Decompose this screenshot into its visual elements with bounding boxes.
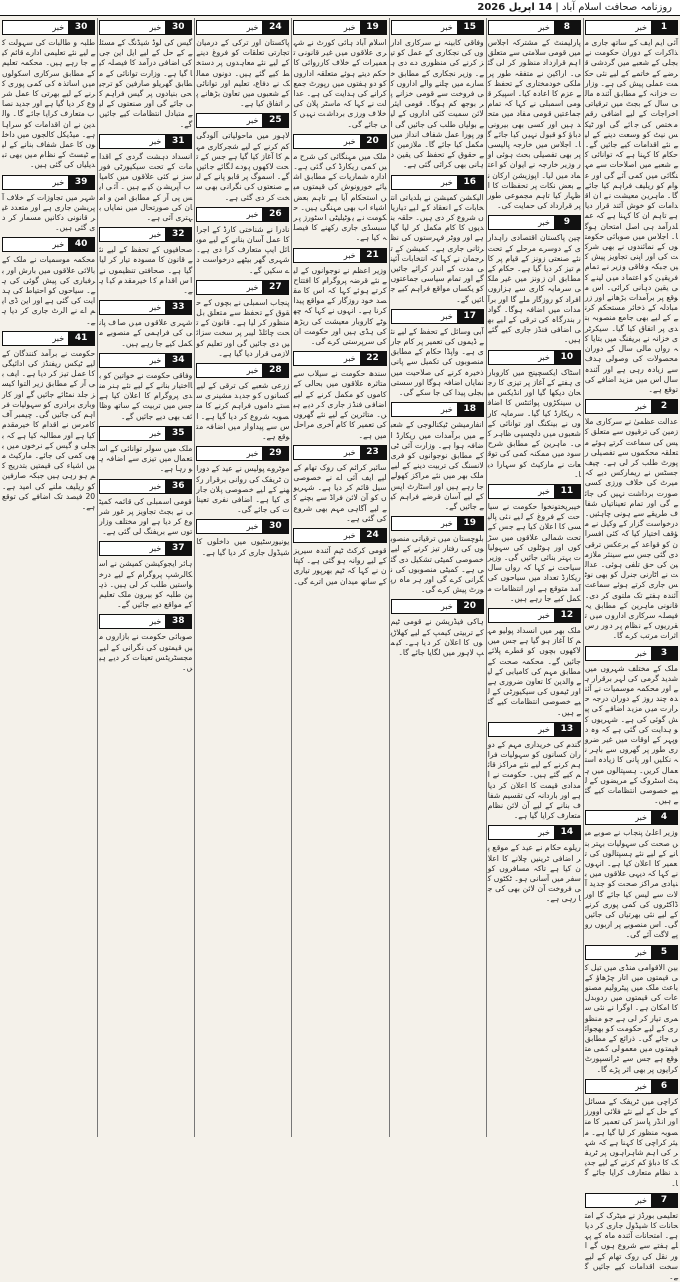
publication-date: 14 اپریل 2026 xyxy=(477,2,553,13)
news-item-body: یونیورسٹیوں میں داخلوں کا شیڈول جاری کر دیا گیا ہے۔ xyxy=(196,537,290,557)
news-item-header xyxy=(196,113,289,128)
news-item-header xyxy=(2,175,95,190)
news-item-label: خبر xyxy=(440,23,453,32)
news-item-body: انسداد دہشت گردی کے اقدامات کے تحت سیکیورٹی فورسز نے کئی علاقوں میں کامیاب آپریشن کیے ہیں۔ آئی ایس پی آر کے مطابق امن و امان کی صورتحال میں نمایاں بہتری آئی ہے۔ xyxy=(99,151,193,223)
news-item-number: 27 xyxy=(262,281,288,294)
news-item-label: خبر xyxy=(635,1081,647,1091)
news-item-header xyxy=(488,350,581,365)
news-item-header xyxy=(196,20,289,35)
news-item-number: 11 xyxy=(554,485,580,498)
news-item xyxy=(585,1079,678,1189)
news-item xyxy=(99,227,192,296)
news-item-label: خبر xyxy=(343,23,356,32)
news-item-body: ہائر ایجوکیشن کمیشن نے اسکالرشپ پروگرام کے لیے درخواستیں طلب کر لی ہیں۔ ذہین طلبہ کو بیرون ملک تعلیم کے مواقع دیے جائیں گے۔ xyxy=(99,559,193,610)
publication-name: روزنامہ صحافت اسلام آباد xyxy=(561,2,672,13)
news-item xyxy=(488,484,581,604)
news-item-label: خبر xyxy=(538,828,550,838)
news-item-number: 5 xyxy=(651,946,677,959)
news-item xyxy=(293,528,386,587)
news-item-label: خبر xyxy=(343,136,356,146)
news-item-label: خبر xyxy=(440,311,453,321)
news-item-number: 36 xyxy=(165,480,191,493)
news-item-number: 21 xyxy=(360,249,386,262)
news-item xyxy=(196,519,289,557)
news-item-label: خبر xyxy=(635,813,647,823)
news-column xyxy=(291,18,388,1137)
news-item-number: 6 xyxy=(651,1080,677,1093)
news-item-number: 33 xyxy=(165,301,191,314)
news-item-body: آبی وسائل کے تحفظ کے لیے نئے ڈیموں کی تعمیر پر کام جاری ہے۔ واپڈا حکام کے مطابق منصوبوں کی تکمیل سے پانی ذخیرہ کرنے کی صلاحیت میں نمایاں اضافہ ہوگا اور سستی بجلی پیدا کی جا سکے گی۔ xyxy=(390,326,484,398)
news-item xyxy=(196,113,289,202)
news-item-header xyxy=(585,399,678,414)
news-item-body: شہری علاقوں میں صاف پانی کی فراہمی کے منصوبے مکمل کیے جا رہے ہیں۔ xyxy=(99,318,193,348)
news-item-body: ملک بھر میں انسداد پولیو مہم کا آغاز ہو گیا ہے جس میں لاکھوں بچوں کو قطرے پلائے جائیں گے۔ محکمہ صحت کے مطابق مہم کی کامیابی کے لیے والدین کا تعاون ضروری ہے اور ٹیموں کی سیکیورٹی کے لیے خصوصی انتظامات کیے گئے ہیں۔ xyxy=(487,625,581,717)
news-item-body: وفاقی کابینہ نے سرکاری اداروں کی نجکاری کے عمل کو تیز کرنے کی منظوری دے دی ہے۔ وزیر نجکاری کے مطابق خسارے میں چلنے والے اداروں کی فروخت سے قومی خزانے پر بوجھ کم ہوگا۔ قومی ایئر لائن سمیت کئی اداروں کے لیے بولیاں طلب کی جائیں گی اور پورا عمل شفاف انداز میں مکمل کیا جائے گا۔ ملازمین کے حقوق کے تحفظ کی یقین دہانی بھی کرائی گئی ہے۔ xyxy=(390,38,484,170)
news-item-number: 25 xyxy=(262,114,288,127)
news-item-label: خبر xyxy=(635,648,647,658)
news-item-header xyxy=(488,608,581,623)
news-item-label: خبر xyxy=(246,366,259,376)
news-item-label: خبر xyxy=(149,617,162,627)
news-column xyxy=(486,18,583,1137)
news-item-label: خبر xyxy=(440,177,453,187)
news-item-label: خبر xyxy=(343,354,356,364)
news-item xyxy=(391,20,484,171)
column-divider xyxy=(291,18,292,1137)
news-item-label: خبر xyxy=(635,402,647,412)
news-item-header xyxy=(293,248,386,263)
news-item-number: 23 xyxy=(360,446,386,459)
news-item-body: الیکشن کمیشن نے بلدیاتی انتخابات کے انعقاد کے لیے تیاریاں شروع کر دی ہیں۔ حلقہ بندیوں کا کام مکمل کر لیا گیا ہے اور ووٹر فہرستوں کی نظرثانی جاری ہے۔ کمیشن کے ترجمان نے کہا کہ انتخابات آئینی مدت کے اندر کرائے جائیں گے اور تمام سیاسی جماعتوں کو یکساں مواقع فراہم کیے جائیں گے۔ xyxy=(390,192,484,304)
news-item-body: حکومت نے برآمد کنندگان کے لیے ٹیکس ریفنڈز کی ادائیگی کا عمل تیز کر دیا ہے۔ ایف بی آر کے مطابق زیر التوا کیسز جلد نمٹائے جائیں گے اور کاروباری برادری کو سہولیات فراہم کی جائیں گی۔ چیمبر آف کامرس نے اقدام کا خیرمقدم کیا ہے اور مطالبہ کیا ہے کہ بجلی و گیس کے نرخوں میں بھی کمی کی جائے۔ مارکیٹ میں اشیاء کی قیمتیں بتدریج کم ہو رہی ہیں جبکہ صارفین کو ریلیف ملنے کی امید ہے۔ 20 فیصد تک اضافے کی توقع ہے۔ xyxy=(2,348,96,511)
news-item-body: محکمہ موسمیات نے ملک کے بالائی علاقوں میں بارش اور برفباری کی پیش گوئی کی ہے۔ سیاحوں کو احتیاط کی ہدایت کی گئی ہے اور این ڈی ایم اے نے الرٹ جاری کر دیا ہے۔ xyxy=(2,255,96,326)
news-item-header xyxy=(391,516,484,531)
news-item-header xyxy=(293,528,386,543)
news-item-body: خیبرپختونخوا حکومت نے سیاحت کے فروغ کے لیے نئی پالیسی کا اعلان کیا ہے جس کے تحت شمالی علاقوں میں سڑکوں اور ہوٹلوں کی سہولیات بہتر بنائی جائیں گی۔ وزیر سیاحت نے کہا کہ رواں سال ریکارڈ تعداد میں سیاحوں کی آمد متوقع ہے اور انتظامات مکمل کیے جا رہے ہیں۔ xyxy=(487,501,581,603)
news-item-body: قومی اسمبلی کی قائمہ کمیٹی نے بجٹ تجاویز پر غور شروع کر دیا ہے اور مختلف وزارتوں سے بریفنگ لی گئی ہے۔ xyxy=(99,496,193,537)
news-item-number: 3 xyxy=(651,647,677,660)
news-item-header xyxy=(99,20,192,35)
news-item-label: خبر xyxy=(149,230,162,240)
news-item-label: خبر xyxy=(149,428,162,438)
news-item-number: 30 xyxy=(68,21,94,34)
news-item-header xyxy=(585,945,678,960)
news-item-label: خبر xyxy=(52,333,65,343)
news-item-header xyxy=(293,445,386,460)
news-column xyxy=(583,18,680,1281)
news-item-number: 14 xyxy=(554,826,580,839)
news-item xyxy=(99,300,192,349)
news-item-label: خبر xyxy=(149,544,162,554)
news-item-header xyxy=(391,175,484,190)
news-item-header xyxy=(391,599,484,614)
news-column xyxy=(97,18,194,1137)
news-item xyxy=(585,20,678,395)
news-item-label: خبر xyxy=(149,23,162,32)
news-item-header xyxy=(99,300,192,315)
news-item xyxy=(585,399,678,641)
news-item-number: 8 xyxy=(554,21,580,34)
column-divider xyxy=(97,18,98,1137)
news-item-number: 30 xyxy=(262,520,288,533)
news-item-number: 13 xyxy=(554,723,580,736)
news-item-header xyxy=(99,353,192,368)
news-item-number: 18 xyxy=(457,403,483,416)
news-item-header xyxy=(2,237,95,252)
news-item xyxy=(99,20,192,130)
news-item xyxy=(293,20,386,130)
news-item xyxy=(293,248,386,348)
news-item-header xyxy=(196,207,289,222)
news-item-header xyxy=(2,20,95,35)
column-divider xyxy=(486,18,487,1137)
news-item-number: 29 xyxy=(262,447,288,460)
news-item-body: چین پاکستان اقتصادی راہداری کے دوسرے مرحلے کے تحت نئے صنعتی زونز کے قیام پر کام تیز کر دیا گیا ہے۔ حکام کے مطابق ان زونز میں غیر ملکی سرمایہ کاری سے ہزاروں افراد کو روزگار ملے گا اور برآمدات میں اضافہ ہوگا۔ گوادر بندرگاہ کی ترقی کے لیے بھی اضافی فنڈز جاری کیے گئے ہیں۔ xyxy=(487,233,581,345)
news-item xyxy=(196,20,289,109)
news-item-body: شہر میں تجاوزات کے خلاف آپریشن جاری ہے اور متعدد غیر قانونی دکانیں مسمار کر دی گئی ہیں۔ xyxy=(2,192,96,233)
news-item-body: لاہور میں ماحولیاتی آلودگی کم کرنے کے لیے شجرکاری مہم کا آغاز کیا گیا ہے جس کے تحت لاکھوں پودے لگائے جائیں گے۔ اسموگ پر قابو پانے کے لیے صنعتوں کی نگرانی بھی سخت کر دی گئی ہے۔ xyxy=(196,131,290,202)
news-item-label: خبر xyxy=(149,481,162,491)
news-item xyxy=(585,1193,678,1282)
news-item xyxy=(293,134,386,244)
news-item-header xyxy=(99,227,192,242)
news-item-number: 31 xyxy=(165,135,191,148)
news-item-label: خبر xyxy=(343,530,356,540)
masthead: روزنامہ صحافت اسلام آباد | 14 اپریل 2026 xyxy=(0,0,680,16)
news-item-number: 41 xyxy=(68,332,94,345)
news-item-number: 17 xyxy=(457,310,483,323)
news-item-label: خبر xyxy=(538,218,550,228)
news-item-body: وزیر اعظم نے نوجوانوں کے لیے نئے قرضہ پروگرام کا افتتاح کرتے ہوئے کہا کہ اس کا مقصد خود روزگار کے مواقع پیدا کرنا ہے۔ انہوں نے کہا کہ چھوٹے کاروبار معیشت کی ریڑھ کی ہڈی ہیں اور حکومت ان کی سرپرستی کرے گی۔ xyxy=(293,265,387,347)
news-item-label: خبر xyxy=(149,303,162,313)
news-item-number: 19 xyxy=(360,21,386,34)
news-column xyxy=(194,18,291,1137)
news-item-number: 35 xyxy=(165,427,191,440)
news-item-label: خبر xyxy=(52,240,65,250)
news-item-body: ملک میں سولر توانائی کے استعمال میں تیزی سے اضافہ ہو رہا ہے۔ xyxy=(99,443,193,474)
news-item-body: گیس کی لوڈ شیڈنگ کے مسئلے کے حل کے لیے ایل این جی کی اضافی درآمد کا فیصلہ کیا گیا ہے۔ وزارت توانائی کے مطابق گھریلو صارفین کو ترجیحی بنیادوں پر گیس فراہم کی جائے گی اور صنعتوں کے لیے متبادل انتظامات کیے جائیں گے۔ xyxy=(99,38,193,129)
news-column xyxy=(0,18,97,1137)
news-item-label: خبر xyxy=(635,23,647,32)
news-item xyxy=(99,353,192,422)
news-item-header xyxy=(99,614,192,629)
news-item-header xyxy=(99,541,192,556)
news-item xyxy=(293,445,386,524)
news-item xyxy=(196,280,289,359)
news-item xyxy=(196,446,289,515)
news-item-number: 32 xyxy=(165,228,191,241)
news-item-number: 39 xyxy=(68,176,94,189)
news-item xyxy=(99,134,192,223)
news-item-label: خبر xyxy=(538,610,550,620)
news-item-body: وفاقی حکومت نے خواتین کو بااختیار بنانے کے لیے نئے ہنر مندی پروگرام کا اعلان کیا ہے جس میں تربیت کے ساتھ وظائف بھی دیے جائیں گے۔ xyxy=(99,370,193,421)
news-item-label: خبر xyxy=(440,602,453,612)
news-item-body: پارلیمنٹ کے مشترکہ اجلاس میں قومی سلامتی سے متعلق اہم قرارداد منظور کر لی گئی۔ اراکین نے متفقہ طور پر ملکی خودمختاری کے تحفظ کے عزم کا اعادہ کیا۔ اسپیکر قومی اسمبلی نے کہا کہ تمام جماعتیں قومی مفاد میں متحد ہیں اور کسی بھی بیرونی دباؤ کو قبول نہیں کیا جائے گا۔ اجلاس میں خارجہ پالیسی پر بھی تفصیلی بحث ہوئی اور وزیر خارجہ نے ایوان کو اعتماد میں لیا۔ اپوزیشن ارکان نے بعض نکات پر تحفظات کا اظہار کیا تاہم مجموعی طور پر قرارداد کی حمایت کی۔ xyxy=(487,38,581,211)
news-item-header xyxy=(196,363,289,378)
news-item-header xyxy=(488,825,581,840)
news-item-header xyxy=(488,20,581,35)
news-item-number: 2 xyxy=(651,400,677,413)
news-item-body: اسلام آباد ہائی کورٹ نے شہری علاقوں میں غیر قانونی تعمیرات کے خلاف کارروائی کا حکم دیتے ہوئے متعلقہ اداروں کو دو ہفتوں میں رپورٹ جمع کرانے کی ہدایت کی ہے۔ عدالت نے کہا کہ ماسٹر پلان کی خلاف ورزی برداشت نہیں کی جائے گی۔ xyxy=(293,38,387,129)
news-item-body: موٹروے پولیس نے عید کے دوران ٹریفک کی روانی برقرار رکھنے کے لیے خصوصی پلان جاری کیا ہے۔ اضافی نفری تعینات کی جائے گی۔ xyxy=(196,464,290,515)
news-item-header xyxy=(585,646,678,661)
news-item-header xyxy=(2,331,95,346)
news-item-body: صحافیوں کے تحفظ کے لیے نئے قانون کا مسودہ تیار کر لیا گیا ہے۔ صحافتی تنظیموں نے اس اقدام کا خیرمقدم کیا ہے۔ xyxy=(99,245,193,296)
news-item xyxy=(99,426,192,475)
news-item-body: طلبہ و طالبات کی سہولت کے لیے نئے تعلیمی ادارے قائم کیے جا رہے ہیں۔ محکمہ تعلیم کے مطابق سرکاری اسکولوں میں اساتذہ کی کمی پوری کرنے کے لیے بھرتی کا عمل شروع کر دیا گیا ہے اور جدید نصاب متعارف کرایا جائے گا۔ والدین نے ان اقدامات کو سراہا ہے۔ میڈیکل کالجوں میں داخلوں کا عمل شفاف بنانے کے لیے ٹیسٹ کے نظام میں بھی تبدیلیاں کی گئی ہیں۔ xyxy=(2,38,96,170)
news-item xyxy=(196,207,289,276)
news-item-number: 40 xyxy=(68,238,94,251)
news-item-header xyxy=(196,446,289,461)
news-item xyxy=(488,215,581,345)
news-item-body: نادرا نے شناختی کارڈ کے اجرا کا عمل آسان بنانے کے لیے موبائل ایپ متعارف کرا دی ہے۔ شہری گھر بیٹھے درخواست دے سکیں گے۔ xyxy=(196,224,290,275)
news-item xyxy=(99,614,192,673)
news-item-header xyxy=(391,309,484,324)
news-item-number: 10 xyxy=(554,351,580,364)
news-columns xyxy=(0,18,680,1281)
news-item xyxy=(488,608,581,718)
column-divider xyxy=(194,18,195,1137)
news-item-number: 28 xyxy=(262,364,288,377)
news-item-body: آئی ایم ایف کے ساتھ جاری مذاکرات کے دوران حکومت نے بجلی کے شعبے میں گردشی قرضے کے خاتمے کے لیے نئی حکمت عملی پیش کی ہے۔ وزارت خزانہ کے مطابق آئندہ مالی سال کے بجٹ میں ترقیاتی اخراجات کے لیے اضافی رقم مختص کی جائے گی اور ٹیکس نیٹ کو وسعت دینے کے لیے نئے اقدامات کیے جائیں گے۔ حکام کا کہنا ہے کہ توانائی کے شعبے میں اصلاحات سے مہنگائی میں کمی آئے گی اور عوام کو ریلیف فراہم کیا جائے گا۔ ماہرین معیشت نے ان اقدامات کو خوش آئند قرار دیا ہے تاہم ان کا کہنا ہے کہ عملدرآمد ہی اصل امتحان ہوگا۔ اجلاس میں صوبائی حکومتوں کے نمائندوں نے بھی شرکت کی اور اپنی تجاویز پیش کیں جبکہ وفاقی وزیر نے تمام فریقین کو اعتماد میں لینے کی یقین دہانی کرائی۔ اس موقع پر برآمدات بڑھانے اور زرمبادلہ کے ذخائر مستحکم کرنے کے لیے بھی جامع منصوبہ بندی پر اتفاق کیا گیا۔ سیکرٹری خزانہ نے بریفنگ میں بتایا کہ رواں مالی سال کے دوران محصولات کی وصولی ہدف سے زیادہ رہی ہے اور آئندہ سال اس میں مزید اضافے کی توقع ہے۔ xyxy=(584,38,678,394)
news-item-header xyxy=(196,280,289,295)
news-item-number: 24 xyxy=(360,529,386,542)
news-item-header xyxy=(391,20,484,35)
news-item-label: خبر xyxy=(246,282,259,292)
news-item-label: خبر xyxy=(246,116,259,126)
news-item-label: خبر xyxy=(343,447,356,457)
news-item-number: 38 xyxy=(165,615,191,628)
news-item-body: قومی کرکٹ ٹیم آئندہ سیریز کے لیے روانہ ہو گئی ہے۔ کپتان نے کہا کہ ٹیم بھرپور تیاری کے ساتھ میدان میں اترے گی۔ xyxy=(293,545,387,586)
news-item xyxy=(391,402,484,512)
news-item-header xyxy=(585,1193,678,1208)
news-item-number: 26 xyxy=(262,208,288,221)
news-item-body: بلوچستان میں ترقیاتی منصوبوں کی رفتار تیز کرنے کے لیے خصوصی کمیٹی تشکیل دی گئی ہے۔ کمیٹی منصوبوں کی نگرانی کرے گی اور ہر ماہ رپورٹ پیش کرے گی۔ xyxy=(390,534,484,595)
news-item xyxy=(99,541,192,610)
news-item xyxy=(391,516,484,595)
news-item-number: 9 xyxy=(554,216,580,229)
news-item-number: 15 xyxy=(457,21,483,34)
news-item-label: خبر xyxy=(52,23,65,32)
news-item-header xyxy=(585,1079,678,1094)
news-item xyxy=(585,810,678,940)
news-item xyxy=(2,237,95,326)
news-item-body: زرعی شعبے کی ترقی کے لیے کسانوں کو جدید مشینری سستے داموں فراہم کرنے کا منصوبہ شروع کر دیا گیا ہے۔ اس سے پیداوار میں اضافہ متوقع ہے۔ xyxy=(196,381,290,442)
news-item-body: عدالت عظمیٰ نے سرکاری ملازمین کی ترقیوں سے متعلق کیس کی سماعت کرتے ہوئے متعلقہ محکموں سے تفصیلی رپورٹ طلب کر لی ہے۔ چیف جسٹس نے ریمارکس دیے کہ میرٹ کی خلاف ورزی کسی صورت برداشت نہیں کی جائے گی اور تمام تعیناتیاں شفاف طریقے سے ہونی چاہئیں۔ درخواست گزار کے وکیل نے مؤقف اختیار کیا کہ کئی افسران کو قواعد کے برعکس ترقی دی گئی جس سے سینئر ملازمین کی حق تلفی ہوئی۔ عدالت نے اٹارنی جنرل کو بھی نوٹس جاری کرتے ہوئے سماعت آئندہ ہفتے تک ملتوی کر دی۔ قانونی ماہرین کے مطابق یہ فیصلہ سرکاری اداروں میں تقرریوں کے نظام پر دور رس اثرات مرتب کرے گا۔ xyxy=(584,417,678,641)
news-item-header xyxy=(99,134,192,149)
news-item xyxy=(391,175,484,305)
news-item-body: ریلوے حکام نے عید کے موقع پر اضافی ٹرینیں چلانے کا اعلان کیا ہے تاکہ مسافروں کو سفر میں آسانی ہو۔ ٹکٹوں کی فروخت آن لائن بھی کی جا رہی ہے۔ xyxy=(487,843,581,904)
news-item-body: صوبائی حکومت نے بازاروں میں قیمتوں کی نگرانی کے لیے مجسٹریٹس تعینات کر دیے ہیں۔ xyxy=(99,632,193,672)
news-item xyxy=(99,479,192,538)
news-item-header xyxy=(391,402,484,417)
news-item-number: 37 xyxy=(165,542,191,555)
column-divider xyxy=(583,18,584,1137)
news-item-body: کراچی میں ٹریفک کے مسائل کے حل کے لیے نئے فلائی اوورز اور انڈر پاسز کی تعمیر کا منصوبہ منظور کر لیا گیا ہے۔ میئر کراچی کا کہنا ہے کہ شہر کی اہم شاہراہوں پر ٹریفک کا دباؤ کم کرنے کے لیے جدید نظام متعارف کرایا جائے گا۔ xyxy=(584,1096,678,1188)
news-item-label: خبر xyxy=(440,405,453,415)
news-item-label: خبر xyxy=(538,352,550,362)
news-item xyxy=(391,309,484,398)
news-item xyxy=(2,175,95,234)
news-item-header xyxy=(488,722,581,737)
news-item xyxy=(585,646,678,807)
news-item xyxy=(488,722,581,822)
news-item xyxy=(488,825,581,904)
news-item-label: خبر xyxy=(538,486,550,496)
news-item-header xyxy=(99,479,192,494)
news-item xyxy=(585,945,678,1075)
news-item-label: خبر xyxy=(149,355,162,365)
news-item-number: 20 xyxy=(457,600,483,613)
news-item-body: ملک کے مختلف شہروں میں شدید گرمی کی لہر برقرار ہے اور محکمہ موسمیات نے آئندہ چند روز کے دوران درجہ حرارت میں مزید اضافے کی پیش گوئی کی ہے۔ شہریوں کو ہدایت کی گئی ہے کہ وہ دوپہر کے اوقات میں غیر ضروری طور پر گھروں سے باہر نہ نکلیں اور پانی کا زیادہ استعمال کریں۔ ہسپتالوں میں ہیٹ اسٹروک کے مریضوں کے لیے خصوصی انتظامات کیے گئے ہیں۔ xyxy=(584,663,678,806)
news-item-header xyxy=(293,351,386,366)
news-item-body: وزیر اعلیٰ پنجاب نے صوبے میں صحت کی سہولیات بہتر بنانے کے لیے نئے ہسپتالوں کی تعمیر کا اعلان کیا ہے۔ انہوں نے کہا کہ دیہی علاقوں میں بنیادی مراکز صحت کو جدید آلات سے لیس کیا جائے گا اور ڈاکٹروں کی کمی پوری کرنے کے لیے نئی بھرتیاں کی جائیں گی۔ اس منصوبے پر اربوں روپے لاگت آئے گی۔ xyxy=(584,828,678,940)
news-item-header xyxy=(196,519,289,534)
news-item-label: خبر xyxy=(246,209,259,219)
news-item-label: خبر xyxy=(538,23,550,32)
news-item-body: پاکستان اور ترکی کے درمیان تجارتی تعلقات کو فروغ دینے کے لیے نئے معاہدوں پر دستخط کیے گئے ہیں۔ دونوں ممالک نے دفاع، تعلیم اور توانائی کے شعبوں میں تعاون بڑھانے پر اتفاق کیا ہے۔ xyxy=(196,38,290,109)
news-item-number: 34 xyxy=(165,354,191,367)
news-item-body: بین الاقوامی منڈی میں تیل کی قیمتوں میں اتار چڑھاؤ کے باعث ملک میں پیٹرولیم مصنوعات کی قیمتوں میں ردوبدل کا امکان ہے۔ اوگرا نے نئی سمری تیار کر لی ہے جو منظوری کے لیے حکومت کو بھجوائی جائے گی۔ ذرائع کے مطابق قیمتوں میں معمولی کمی متوقع ہے جس سے ٹرانسپورٹ کرایوں پر بھی اثر پڑے گا۔ xyxy=(584,962,678,1074)
news-item-body: سائبر کرائم کی روک تھام کے لیے ایف آئی اے نے خصوصی سیل قائم کر دیا ہے۔ شہریوں کو آن لائن فراڈ سے بچنے کے لیے آگاہی مہم بھی شروع کی گئی ہے۔ xyxy=(293,462,387,523)
news-item-body: ملک میں مہنگائی کی شرح میں کمی ریکارڈ کی گئی ہے۔ ادارہ شماریات کے مطابق اشیائے خورونوش کی قیمتوں میں استحکام آیا ہے تاہم بعض اشیاء اب بھی مہنگی ہیں۔ حکومت نے یوٹیلیٹی اسٹورز پر سبسڈی جاری رکھنے کا فیصلہ کیا ہے۔ xyxy=(293,151,387,243)
news-item xyxy=(391,599,484,658)
news-item-body: اسٹاک ایکسچینج میں کاروباری ہفتے کے آغاز پر تیزی کا رجحان دیکھا گیا اور انڈیکس میں سینکڑوں پوائنٹس کا اضافہ ریکارڈ کیا گیا۔ سرمایہ کاروں نے بینکنگ اور توانائی کے شعبوں میں دلچسپی ظاہر کی۔ ماہرین کے مطابق شرح سود میں ممکنہ کمی کی توقعات نے مارکیٹ کو سہارا دیا۔ xyxy=(487,367,581,479)
news-item xyxy=(196,363,289,442)
news-item-label: خبر xyxy=(538,724,550,734)
news-item-label: خبر xyxy=(246,449,259,459)
news-item-label: خبر xyxy=(635,1195,647,1205)
news-item-number: 12 xyxy=(554,609,580,622)
news-item-label: خبر xyxy=(440,519,453,529)
news-item-number: 30 xyxy=(165,21,191,34)
news-item-header xyxy=(585,20,678,35)
news-item-body: گندم کی خریداری مہم کے دوران کسانوں کو سہولیات فراہم کرنے کے لیے نئے مراکز قائم کیے گئے ہیں۔ حکومت نے امدادی قیمت کا اعلان کر دیا ہے اور باردانہ کی تقسیم شفاف بنانے کے لیے آن لائن نظام متعارف کرایا گیا ہے۔ xyxy=(487,739,581,821)
news-item-header xyxy=(488,484,581,499)
news-item xyxy=(2,331,95,512)
news-item-body: انفارمیشن ٹیکنالوجی کے شعبے میں برآمدات میں ریکارڈ اضافہ ہوا ہے۔ وزارت آئی ٹی کے مطابق نوجوانوں کو فری لانسنگ کی تربیت دینے کے لیے ملک بھر میں نئے مراکز کھولے جا رہے ہیں اور اسٹارٹ اپس کے لیے آسان قرضے فراہم کیے جائیں گے۔ xyxy=(390,420,484,511)
news-item xyxy=(2,20,95,171)
news-item-number: 24 xyxy=(262,21,288,34)
news-item-header xyxy=(99,426,192,441)
news-item-number: 16 xyxy=(457,176,483,189)
news-item-body: تعلیمی بورڈز نے میٹرک کے امتحانات کا شیڈول جاری کر دیا ہے۔ امتحانات آئندہ ماہ کے پہلے ہفتے سے شروع ہوں گے اور نقل کی روک تھام کے لیے سخت اقدامات کیے جائیں گے۔ xyxy=(584,1210,678,1281)
news-item-number: 1 xyxy=(651,21,677,34)
news-item-body: سندھ حکومت نے سیلاب سے متاثرہ علاقوں میں بحالی کے کاموں کو مکمل کرنے کے لیے اضافی فنڈز جاری کر دیے ہیں۔ متاثرین کے لیے نئے گھروں کی تعمیر کا کام آخری مراحل میں ہے۔ xyxy=(293,369,387,440)
news-column xyxy=(389,18,486,1137)
news-item-label: خبر xyxy=(635,947,647,957)
news-item-header xyxy=(488,215,581,230)
news-item-body: پنجاب اسمبلی نے بچوں کے حقوق کے تحفظ سے متعلق بل منظور کر لیا ہے۔ قانون کے تحت چائلڈ لیبر پر سخت سزائیں دی جائیں گی اور تعلیم کو لازمی قرار دیا گیا ہے۔ xyxy=(196,297,290,358)
news-item-header xyxy=(293,134,386,149)
news-item-body: ہاکی فیڈریشن نے قومی ٹیم کے تربیتی کیمپ کے لیے کھلاڑیوں کا اعلان کر دیا ہے۔ کیمپ لاہور میں لگایا جائے گا۔ xyxy=(390,617,484,657)
column-divider xyxy=(389,18,390,1137)
news-item xyxy=(488,350,581,480)
news-item-number: 19 xyxy=(457,517,483,530)
news-item-label: خبر xyxy=(149,136,162,146)
news-item-number: 22 xyxy=(360,352,386,365)
news-item-header xyxy=(293,20,386,35)
news-item-label: خبر xyxy=(246,522,259,532)
news-item xyxy=(488,20,581,211)
news-item-number: 7 xyxy=(651,1194,677,1207)
news-item-label: خبر xyxy=(246,23,259,32)
news-item xyxy=(293,351,386,440)
news-item-number: 4 xyxy=(651,811,677,824)
news-item-label: خبر xyxy=(343,250,356,260)
news-item-header xyxy=(585,810,678,825)
news-item-number: 20 xyxy=(360,135,386,148)
news-item-label: خبر xyxy=(52,177,65,187)
